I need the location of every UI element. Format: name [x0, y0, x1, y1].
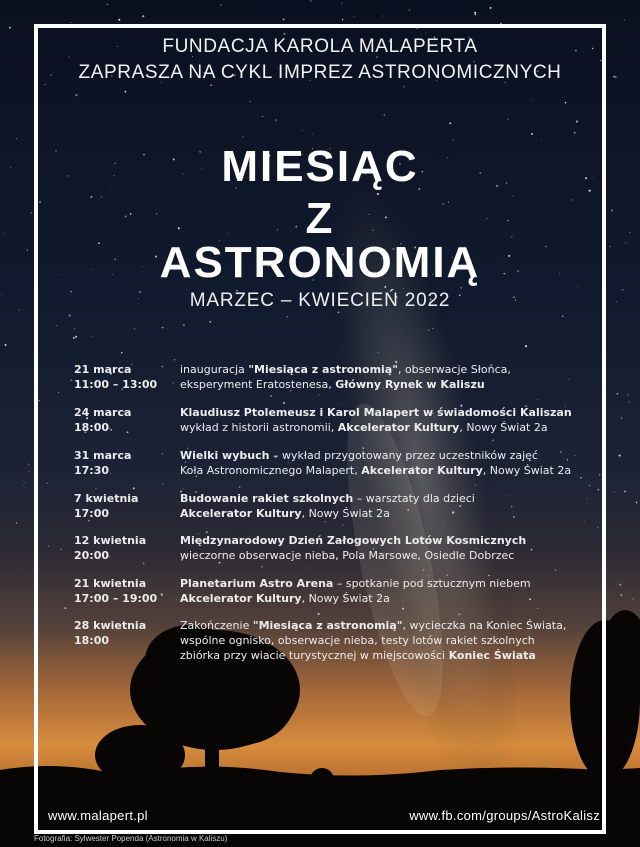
event-text: , obserwacje Słońca,: [397, 363, 511, 376]
photo-credit: Fotografia: Sylwester Popenda (Astronomia w Kaliszu): [34, 834, 228, 843]
title-line-3: ASTRONOMIĄ: [159, 238, 481, 287]
event-venue: Koniec Świata: [448, 649, 536, 662]
event-venue: Akcelerator Kultury: [180, 592, 302, 605]
event-date: 7 kwietnia: [74, 492, 139, 505]
event-text: – wykład przygotowany przez uczestników zajęć: [269, 449, 538, 462]
event-venue: Akcelerator Kultury: [361, 464, 483, 477]
website-link[interactable]: www.malapert.pl: [48, 808, 148, 823]
event-venue: Akcelerator Kultury: [337, 421, 460, 434]
event-date: 24 marca: [74, 406, 132, 419]
event-text: – spotkanie pod sztucznym niebem: [333, 577, 531, 590]
event-time: 17:00: [74, 507, 110, 520]
event-text: Koła Astronomicznego Malapert,: [180, 464, 362, 477]
facebook-group-link[interactable]: www.fb.com/groups/AstroKalisz: [409, 808, 600, 823]
event-time: 18:00: [74, 634, 110, 647]
organizer-line-1: FUNDACJA KAROLA MALAPERTA: [162, 36, 478, 57]
event-text: , wycieczka na Koniec Świata,: [402, 619, 567, 632]
event-time: 17:30: [74, 464, 110, 477]
event-time: 18:00: [74, 421, 110, 434]
event-date: 21 marca: [74, 363, 132, 376]
event-date: 28 kwietnia: [74, 619, 147, 632]
event-title: "Miesiąca z astronomią": [252, 619, 403, 632]
event-dates: MARZEC – KWIECIEŃ 2022: [189, 290, 451, 311]
event-text: , Nowy Świat 2a: [301, 507, 390, 520]
event-date: 21 kwietnia: [74, 577, 147, 590]
event-date: 31 marca: [74, 449, 132, 462]
event-time: 11:00 – 13:00: [74, 378, 158, 391]
event-title: "Miesiąca z astronomią": [248, 363, 398, 376]
event-text: inauguracja: [180, 363, 249, 376]
event-text: Zakończenie: [180, 619, 253, 632]
event-text: wykład z historii astronomii,: [180, 421, 338, 434]
event-text: eksperyment Eratostenesa,: [180, 378, 336, 391]
event-title: Klaudiusz Ptolemeusz i Karol Malapert w świadomości Kaliszan: [180, 406, 572, 419]
event-venue: Główny Rynek w Kaliszu: [335, 378, 485, 391]
event-text: wspólne ognisko, obserwacje nieba, testy lotów rakiet szkolnych: [180, 634, 535, 647]
event-text: , Nowy Świat 2a: [459, 421, 548, 434]
event-title: Międzynarodowy Dzień Załogowych Lotów Kosmicznych: [180, 534, 527, 547]
organizer-line-2: ZAPRASZA NA CYKL IMPREZ ASTRONOMICZNYCH: [78, 62, 562, 83]
title-line-2: Z: [305, 194, 335, 243]
event-text: zbiórka przy wiacie turystycznej w miejscowości: [180, 649, 449, 662]
event-text: wieczorne obserwacje nieba, Pola Marsowe, Osiedle Dobrzec: [180, 549, 515, 562]
title-line-1: MIESIĄC: [221, 142, 419, 191]
event-time: 17:00 – 19:00: [74, 592, 158, 605]
event-venue: Akcelerator Kultury: [180, 507, 302, 520]
event-title: Wielki wybuch: [180, 449, 270, 462]
event-text: – warsztaty dla dzieci: [353, 492, 475, 505]
event-text: , Nowy Świat 2a: [482, 464, 572, 477]
event-title: Budowanie rakiet szkolnych: [180, 492, 354, 505]
event-title: Planetarium Astro Arena: [180, 577, 334, 590]
event-date: 12 kwietnia: [74, 534, 147, 547]
event-time: 20:00: [74, 549, 110, 562]
event-text: , Nowy Świat 2a: [301, 592, 390, 605]
